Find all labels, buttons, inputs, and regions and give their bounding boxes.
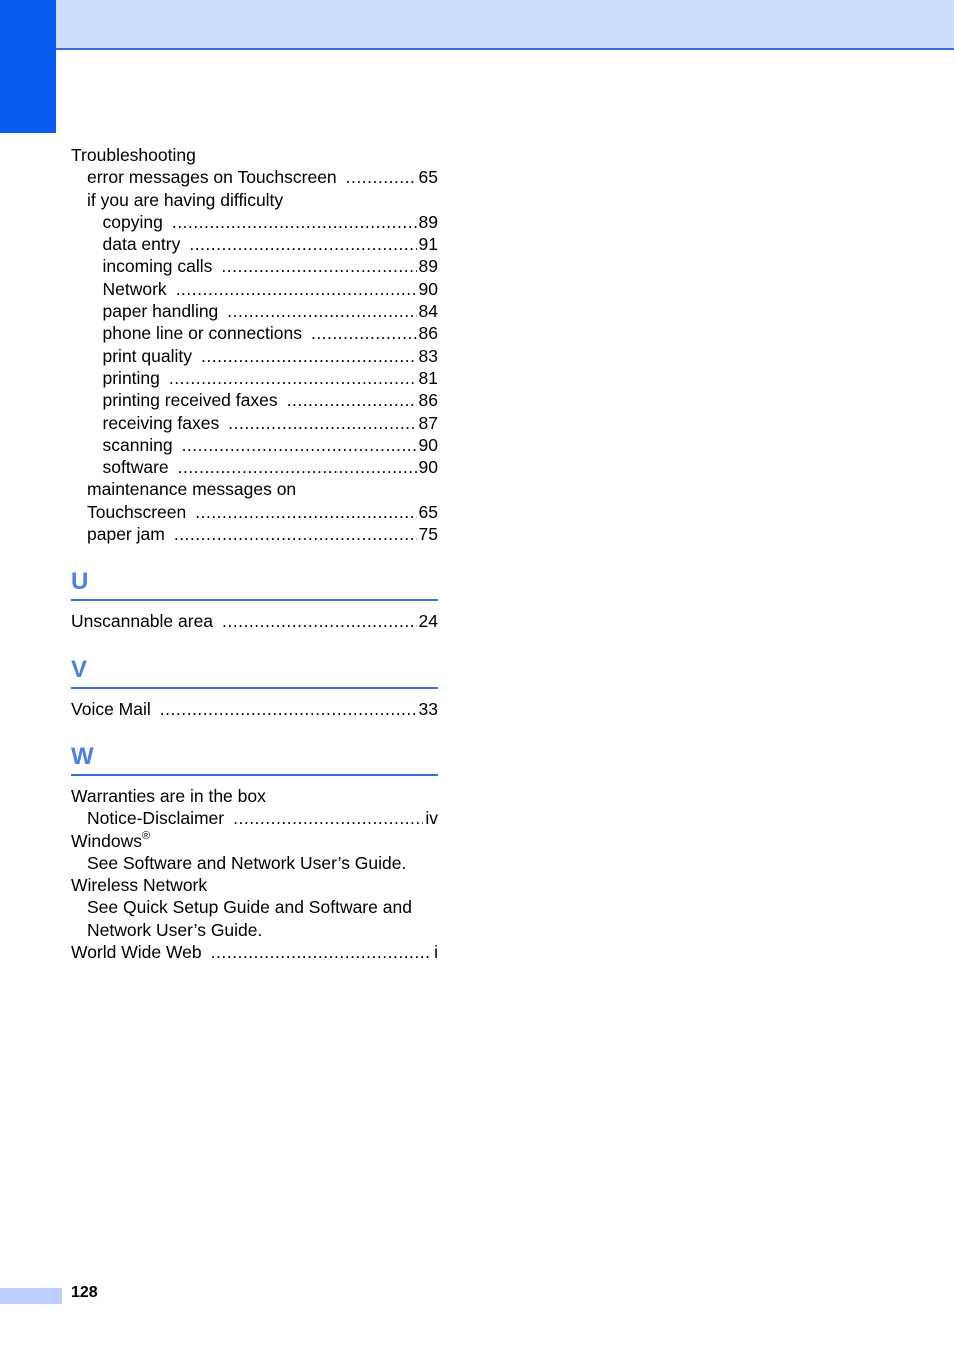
entry-text: Network — [102, 278, 167, 299]
entry-text: copying — [102, 211, 163, 232]
entry-text: phone line or connections — [102, 323, 302, 344]
entry-page: 86 — [418, 323, 438, 344]
dot-leader — [227, 300, 416, 322]
index-entry[interactable] — [71, 233, 438, 255]
dot-leader — [228, 412, 416, 434]
entry-page: 33 — [418, 698, 438, 719]
entry-page: 90 — [418, 434, 438, 455]
entry-text: paper handling — [102, 301, 219, 322]
see-reference: See Software and Network User’s Guide. — [87, 852, 407, 873]
entry-page: 90 — [418, 457, 438, 478]
entry-text: data entry — [102, 234, 181, 255]
entry-page: 89 — [418, 256, 438, 277]
entry-text: software — [102, 457, 169, 478]
section-w — [71, 740, 438, 963]
dot-leader — [182, 434, 417, 456]
dot-leader — [222, 610, 416, 632]
index-entry[interactable] — [71, 367, 438, 389]
entry-text: World Wide Web — [71, 942, 202, 963]
registered-mark: ® — [142, 829, 151, 842]
entry-page: 89 — [418, 211, 438, 232]
footer-tab — [0, 1288, 62, 1304]
entry-page: 83 — [418, 345, 438, 366]
see-reference: Network User’s Guide. — [87, 919, 263, 940]
section-divider — [71, 774, 438, 776]
dot-leader — [233, 807, 423, 829]
index-entry[interactable] — [71, 434, 438, 456]
entry-text: Notice-Disclaimer — [87, 808, 225, 829]
index-entry[interactable] — [71, 322, 438, 344]
index-subheading: maintenance messages on — [87, 479, 297, 500]
entry-page: iv — [425, 808, 438, 829]
entry-text: Unscannable area — [71, 611, 214, 632]
section-divider — [71, 687, 438, 689]
entry-text: scanning — [102, 434, 173, 455]
section-divider — [71, 599, 438, 601]
entry-page: i — [434, 942, 438, 963]
section-letter: W — [71, 742, 94, 770]
index-entry[interactable] — [71, 941, 438, 963]
dot-leader — [160, 698, 417, 720]
entry-text: printing — [102, 367, 160, 388]
dot-leader — [311, 322, 417, 344]
index-heading — [71, 830, 438, 852]
entry-text: Touchscreen — [87, 501, 187, 522]
dot-leader — [211, 941, 432, 963]
index-entry[interactable] — [71, 412, 438, 434]
index-entry[interactable] — [71, 501, 438, 523]
dot-leader — [178, 456, 417, 478]
entry-page: 65 — [418, 167, 438, 188]
index-subheading: if you are having difficulty — [87, 189, 284, 210]
section-letter: U — [71, 568, 89, 596]
chapter-tab — [0, 0, 56, 133]
dot-leader — [287, 389, 417, 411]
entry-text: printing received faxes — [102, 390, 278, 411]
dot-leader — [172, 211, 417, 233]
index-entry[interactable] — [71, 698, 438, 720]
dot-leader — [174, 523, 417, 545]
section-v — [71, 653, 438, 720]
page-number: 128 — [71, 1284, 98, 1301]
entry-page: 91 — [418, 234, 438, 255]
entry-page: 65 — [418, 501, 438, 522]
index-heading: Wireless Network — [71, 875, 208, 896]
index-entry[interactable] — [71, 610, 438, 632]
entry-page: 75 — [418, 524, 438, 545]
dot-leader — [189, 233, 416, 255]
entry-text: error messages on Touchscreen — [87, 167, 337, 188]
entry-page: 90 — [418, 278, 438, 299]
section-u — [71, 565, 438, 632]
dot-leader — [195, 501, 416, 523]
index-entry[interactable] — [71, 300, 438, 322]
windows-label: Windows — [71, 830, 142, 851]
header-band — [56, 0, 954, 50]
entry-text: print quality — [102, 345, 192, 366]
see-reference: See Quick Setup Guide and Software and — [87, 897, 412, 918]
index-entry[interactable] — [71, 523, 438, 545]
dot-leader — [201, 345, 417, 367]
index-entry[interactable] — [71, 166, 438, 188]
index-heading: Warranties are in the box — [71, 785, 266, 806]
entry-page: 86 — [418, 390, 438, 411]
entry-text: Voice Mail — [71, 698, 151, 719]
entry-text: paper jam — [87, 524, 165, 545]
dot-leader — [346, 166, 417, 188]
index-entry[interactable] — [71, 807, 438, 829]
dot-leader — [176, 278, 417, 300]
dot-leader — [169, 367, 417, 389]
difficulty-list — [71, 211, 438, 479]
entry-page: 84 — [418, 301, 438, 322]
entry-text: receiving faxes — [102, 412, 220, 433]
index-entry[interactable] — [71, 389, 438, 411]
index-entry[interactable] — [71, 345, 438, 367]
entry-page: 87 — [418, 412, 438, 433]
dot-leader — [221, 255, 416, 277]
index-entry[interactable] — [71, 255, 438, 277]
entry-page: 24 — [418, 611, 438, 632]
entry-text: incoming calls — [102, 256, 213, 277]
index-heading: Troubleshooting — [71, 145, 196, 165]
index-entry[interactable] — [71, 456, 438, 478]
entry-page: 81 — [418, 367, 438, 388]
section-letter: V — [71, 655, 88, 683]
index-column — [71, 144, 438, 963]
index-entry[interactable] — [71, 211, 438, 233]
index-entry[interactable] — [71, 278, 438, 300]
